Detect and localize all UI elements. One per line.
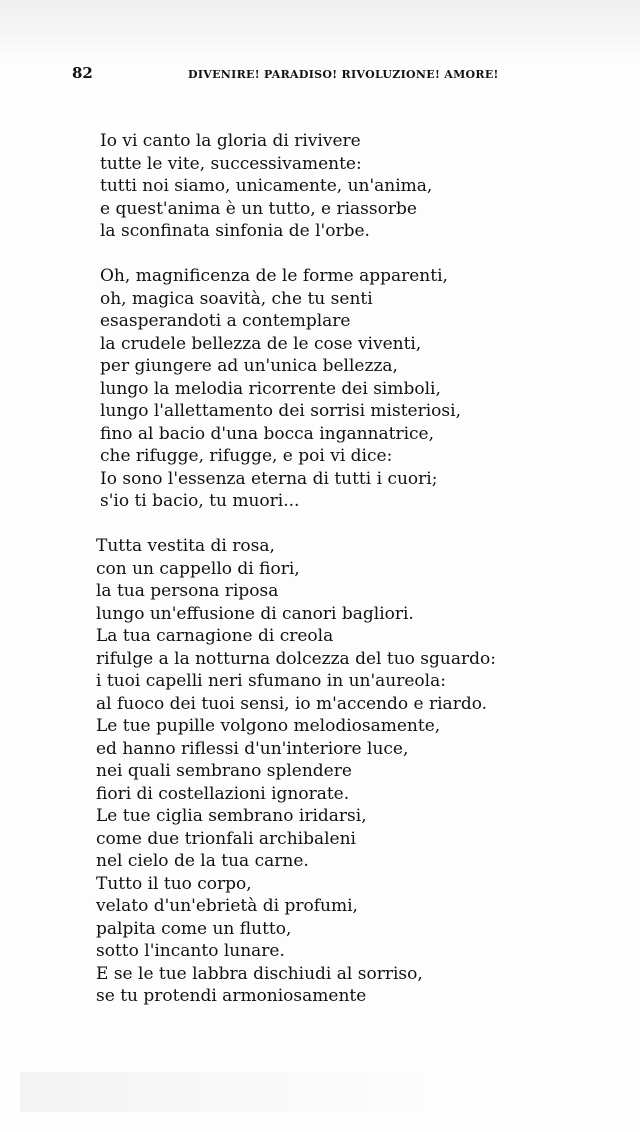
poem-line: fiori di costellazioni ignorate. [96, 783, 350, 804]
stanza-1 [100, 130, 616, 243]
running-header [72, 64, 499, 88]
poem-line: Tutto il tuo corpo, [96, 873, 252, 894]
poem-line: Io sono l'essenza eterna di tutti i cuori; [100, 468, 438, 489]
poem-line: lungo l'allettamento dei sorrisi misteriosi, [100, 401, 461, 421]
poem-line: se tu protendi armoniosamente [96, 986, 367, 1006]
stanza-2 [100, 265, 616, 513]
poem-line: la tua persona riposa [96, 581, 279, 601]
poem-line: Oh, magnificenza de le forme apparenti, [100, 266, 448, 286]
poem-line: Le tue ciglia sembrano iridarsi, [96, 806, 367, 826]
poem-line: tutti noi siamo, unicamente, un'anima, [100, 176, 433, 196]
poem-line: oh, magica soavità, che tu senti [100, 288, 373, 309]
show-through-bottom [20, 1072, 440, 1112]
poem-line: Io vi canto la gloria di rivivere [100, 131, 361, 151]
poem-line: la sconfinata sinfonia de l'orbe. [100, 221, 370, 241]
poem-line: e quest'anima è un tutto, e riassorbe [100, 198, 417, 219]
poem-line: sotto l'incanto lunare. [96, 941, 285, 961]
poem-line: come due trionfali archibaleni [96, 828, 356, 849]
poem-line: Tutta vestita di rosa, [96, 536, 275, 556]
poem-line: i tuoi capelli neri sfumano in un'aureola: [96, 671, 446, 691]
poem-line: con un cappello di fiori, [96, 558, 300, 579]
poem-line: ed hanno riflessi d'un'interiore luce, [96, 738, 409, 759]
poem-line: E se le tue labbra dischiudi al sorriso, [96, 963, 423, 984]
poem-line: nel cielo de la tua carne. [96, 851, 309, 871]
poem-line: nei quali sembrano splendere [96, 761, 352, 781]
poem-line: rifulge a la notturna dolcezza del tuo sguardo: [96, 648, 496, 669]
poem-line: la crudele bellezza de le cose viventi, [100, 333, 422, 354]
poem-line: velato d'un'ebrietà di profumi, [96, 896, 358, 916]
running-title: DIVENIRE! PARADISO! RIVOLUZIONE! AMORE! [188, 68, 499, 81]
poem-line: al fuoco dei tuoi sensi, io m'accendo e riardo. [96, 693, 488, 714]
poem-line: per giungere ad un'unica bellezza, [100, 356, 398, 376]
poem-line: Le tue pupille volgono melodiosamente, [96, 716, 441, 736]
poem-line: lungo la melodia ricorrente dei simboli, [100, 378, 441, 399]
page-number: 82 [72, 64, 93, 82]
poem-line: lungo un'effusione di canori bagliori. [96, 603, 414, 624]
poem-line: fino al bacio d'una bocca ingannatrice, [100, 423, 435, 444]
stanza-3 [96, 535, 616, 1008]
poem-line: palpita come un flutto, [96, 918, 292, 939]
poem-line: esasperandoti a contemplare [100, 311, 351, 331]
poem-line: s'io ti bacio, tu muori... [100, 491, 300, 511]
poem-line: tutte le vite, successivamente: [100, 153, 362, 174]
poem-body [96, 130, 616, 1030]
show-through-top [0, 0, 640, 60]
poem-line: che rifugge, rifugge, e poi vi dice: [100, 446, 393, 466]
poem-line: La tua carnagione di creola [96, 626, 334, 646]
